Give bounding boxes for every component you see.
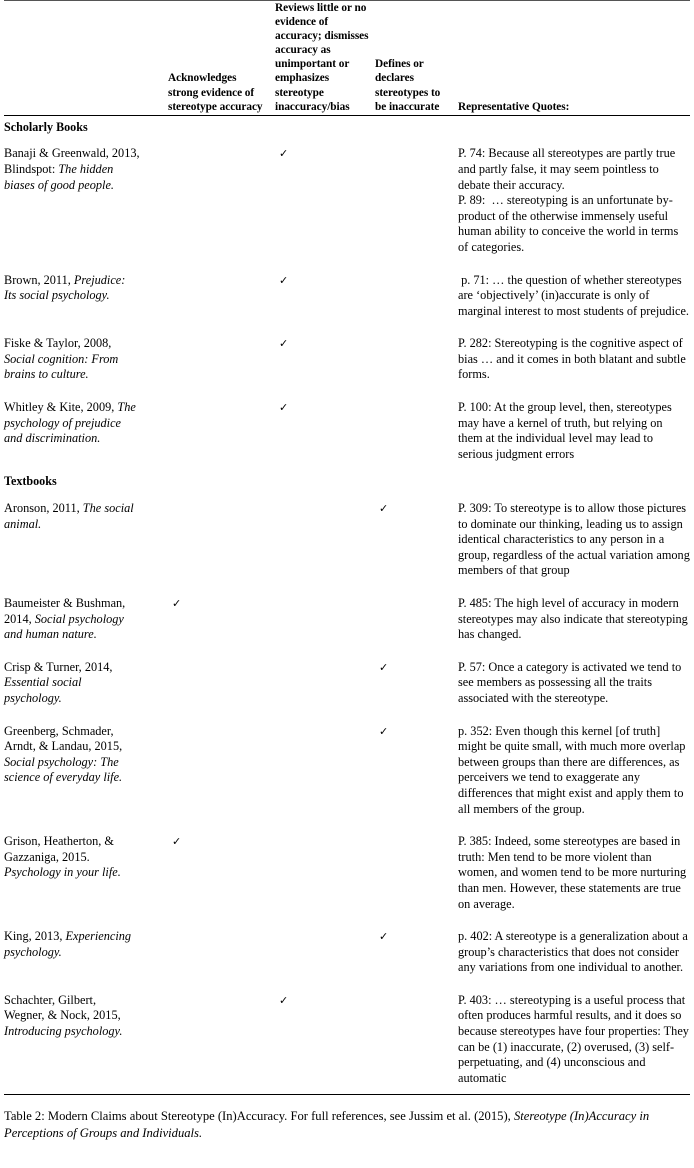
row-checkmark-reviews-little [275, 587, 375, 651]
row-checkmark-acknowledges [168, 920, 275, 984]
row-representative-quote: P. 485: The high level of accuracy in modern stereotypes may also indicate that stereotyping has changed. [458, 596, 688, 642]
row-checkmark-defines-inaccurate: ✓ [379, 724, 389, 738]
row-representative-quote: p. 352: Even though this kernel [of truth] might be quite small, with much more overlap between groups than there are differences, as perceivers we tend to exaggerate any differences that might exist and apply them to all members of the group. [458, 723, 686, 816]
row-checkmark-defines-inaccurate [375, 825, 452, 920]
row-reference: Aronson, 2011, The social animal. [4, 501, 134, 531]
row-representative-quote: P. 100: At the group level, then, stereotypes may have a kernel of truth, but relying on them at the individual level may lead to serious judgment errors [458, 400, 672, 461]
row-reference: Crisp & Turner, 2014, Essential social psychology. [4, 659, 113, 705]
section-header-row [4, 115, 690, 137]
table-row [4, 825, 690, 920]
row-checkmark-acknowledges [168, 137, 275, 263]
row-checkmark-defines-inaccurate [375, 391, 452, 470]
table-row [4, 587, 690, 651]
row-representative-quote: P. 57: Once a category is activated we tend to see members as possessing all the traits associated with the stereotype. [458, 659, 682, 705]
row-representative-quote: P. 403: … stereotyping is a useful process that often produces harmful results, and it does so because stereotypes have four properties: They can be (1) inaccurate, (2) overused, (3) self-perpetuating, and (4) unconscious and automatic [452, 984, 690, 1095]
row-checkmark-defines-inaccurate: ✓ [379, 660, 389, 674]
row-representative-quote: P. 74: Because all stereotypes are partly true and partly false, it may seem pointless to debate their accuracy. P. 89: … stereotyping is an unfortunate by-product of the otherwise immensely useful human ability to conceive the world in terms of categories. [458, 146, 679, 254]
column-header-defines-inaccurate: Defines or declares stereotypes to be inaccurate [375, 1, 452, 116]
table-header-row [4, 1, 690, 116]
row-checkmark-reviews-little: ✓ [279, 337, 289, 351]
table-body [4, 115, 690, 1095]
row-checkmark-reviews-little: ✓ [275, 984, 375, 1095]
row-checkmark-acknowledges: ✓ [172, 835, 182, 849]
row-checkmark-reviews-little [275, 492, 375, 587]
table-row [4, 137, 690, 263]
row-reference: Brown, 2011, Prejudice: Its social psychology. [4, 272, 126, 303]
stereotype-claims-table [4, 0, 690, 1095]
column-header-acknowledges: Acknowledges strong evidence of stereotype accuracy [168, 1, 275, 116]
row-checkmark-acknowledges [168, 715, 275, 826]
table-row [4, 920, 690, 984]
row-checkmark-acknowledges [168, 264, 275, 328]
table-caption: Table 2: Modern Claims about Stereotype (In)Accuracy. For full references, see Jussim et al. (2015), Stereotype (In)Accuracy in Perceptions of Groups and Individuals. [4, 1109, 650, 1141]
row-checkmark-reviews-little: ✓ [279, 273, 289, 287]
row-reference: Banaji & Greenwald, 2013, Blindspot: The hidden biases of good people. [4, 146, 140, 192]
column-header-reference [4, 1, 168, 116]
row-checkmark-defines-inaccurate [375, 137, 452, 263]
row-checkmark-defines-inaccurate: ✓ [379, 502, 389, 516]
row-reference: King, 2013, Experiencing psychology. [4, 929, 132, 959]
table-row [4, 715, 690, 826]
column-header-reviews-little: Reviews little or no evidence of accuracy; dismisses accuracy as unimportant or emphasizes stereotype inaccuracy/bias [275, 1, 375, 116]
row-representative-quote: p. 71: … the question of whether stereotypes are ‘objectively’ (in)accurate is only of marginal interest to most students of prejudice. [458, 272, 689, 318]
row-checkmark-acknowledges [168, 651, 275, 715]
table-row [4, 492, 690, 587]
section-header-label: Scholarly Books [4, 119, 88, 134]
row-reference: Whitley & Kite, 2009, The psychology of prejudice and discrimination. [4, 400, 136, 446]
row-checkmark-reviews-little [275, 651, 375, 715]
section-header-row [4, 470, 690, 492]
row-checkmark-reviews-little [275, 825, 375, 920]
row-representative-quote: P. 385: Indeed, some stereotypes are based in truth: Men tend to be more violent than women, and women tend to be more nurturing than men. However, these statements are true on average. [458, 834, 687, 911]
row-reference: Baumeister & Bushman, 2014, Social psychology and human nature. [4, 596, 126, 642]
table-row [4, 327, 690, 391]
row-checkmark-defines-inaccurate [375, 587, 452, 651]
row-representative-quote: p. 402: A stereotype is a generalization about a group’s characteristics that does not consider any variations from one individual to another. [458, 929, 688, 975]
row-checkmark-defines-inaccurate [375, 984, 452, 1095]
row-reference: Schachter, Gilbert, Wegner, & Nock, 2015, Introducing psychology. [4, 984, 168, 1095]
row-checkmark-acknowledges [168, 492, 275, 587]
row-checkmark-defines-inaccurate [375, 264, 452, 328]
table-header [4, 1, 690, 116]
row-representative-quote: P. 282: Stereotyping is the cognitive aspect of bias … and it comes in both blatant and subtle forms. [458, 336, 686, 382]
section-header-label: Textbooks [4, 474, 57, 489]
row-checkmark-reviews-little: ✓ [279, 147, 289, 161]
row-checkmark-defines-inaccurate: ✓ [379, 930, 389, 944]
row-checkmark-acknowledges [168, 391, 275, 470]
row-reference: Grison, Heatherton, & Gazzaniga, 2015. Psychology in your life. [4, 834, 121, 880]
table-row [4, 651, 690, 715]
row-reference: Greenberg, Schmader, Arndt, & Landau, 2015, Social psychology: The science of everyday life. [4, 723, 123, 785]
table-row [4, 391, 690, 470]
row-checkmark-acknowledges [168, 327, 275, 391]
row-reference: Fiske & Taylor, 2008, Social cognition: From brains to culture. [4, 336, 119, 382]
row-checkmark-reviews-little: ✓ [279, 401, 289, 415]
row-checkmark-reviews-little [275, 920, 375, 984]
table-row [4, 264, 690, 328]
row-checkmark-reviews-little [275, 715, 375, 826]
row-checkmark-acknowledges [168, 984, 275, 1095]
row-checkmark-acknowledges: ✓ [172, 597, 182, 610]
column-header-quotes: Representative Quotes: [452, 1, 690, 116]
row-representative-quote: P. 309: To stereotype is to allow those pictures to dominate our thinking, leading us to assign identical characteristics to any person in a group, regardless of the actual variation among members of that group [458, 501, 690, 578]
table-row [4, 984, 690, 1095]
row-checkmark-defines-inaccurate [375, 327, 452, 391]
